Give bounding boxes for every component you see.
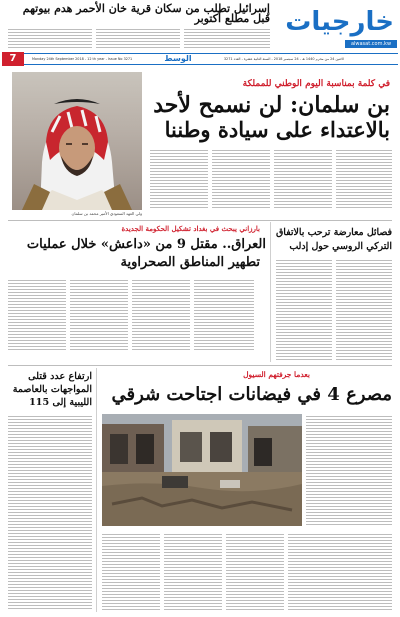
libya-headline-line2: المواجهات بالعاصمة [12, 384, 92, 395]
lead-body-text [150, 148, 208, 210]
flood-scene-illustration [102, 414, 302, 526]
top-story-text [184, 27, 270, 49]
top-story-headline: إسرائيل تطلب من سكان قرية خان الأحمر هدم بيوتهم قبل مطلع أكتوبر [22, 2, 270, 25]
libya-body-text [8, 414, 92, 610]
iraq-body-text [132, 278, 190, 350]
top-story-text [8, 27, 92, 49]
libya-headline-line3: الليبية إلى 115 [29, 397, 92, 408]
idlib-body-text [276, 258, 332, 362]
newspaper-logo: الوسط [164, 54, 192, 63]
idlib-body-text [336, 258, 392, 362]
idlib-headline-line1: فصائل معارضة ترحب بالاتفاق [276, 227, 392, 238]
page-number-value: 7 [9, 53, 17, 64]
lead-body-text [274, 148, 332, 210]
libya-headline-line1: ارتفاع عدد قتلى [28, 371, 92, 382]
tunisia-headline: مصرع 4 في فيضانات اجتاحت شرقي [111, 384, 392, 405]
tunisia-body-text [288, 532, 392, 610]
date-line-arabic: الاثنين 24 من محرم 1440 هـ - 24 سبتمبر 2018 - السنة الثانية عشرة - العدد 3271 [223, 57, 344, 61]
column-rule [270, 222, 271, 362]
top-story-text [96, 27, 180, 49]
photo-caption: ولي العهد السعودي الأمير محمد بن سلمان [71, 211, 142, 216]
iraq-body-text [194, 278, 254, 350]
date-line-english: Monday 24th September 2018 - 12 th year - Issue No 3271 [32, 57, 133, 61]
website-url[interactable] [345, 40, 397, 48]
column-rule [96, 368, 97, 612]
tunisia-body-text [102, 532, 160, 610]
tunisia-photo-caption [306, 414, 392, 526]
tunisia-photo [102, 414, 302, 526]
masthead [0, 0, 400, 68]
lead-kicker: في كلمة بمناسبة اليوم الوطني للمملكة [242, 79, 390, 89]
section-title: خارجيات [285, 7, 394, 37]
lead-photo [12, 72, 142, 210]
lead-body-text [336, 148, 392, 210]
iraq-body-text [8, 278, 66, 350]
page-number [2, 52, 24, 66]
lead-body-text [212, 148, 270, 210]
url-text: alwasat.com.kw [350, 41, 392, 47]
idlib-headline-line2: التركي الروسي حول إدلب [289, 241, 392, 252]
tunisia-kicker: بعدما جرفتهم السيول [243, 370, 310, 379]
iraq-body-text [70, 278, 128, 350]
lead-headline-line1: بن سلمان: لن نسمح لأحد [153, 92, 390, 118]
iraq-headline-line1: العراق.. مقتل 9 من «داعش» خلال عمليات [26, 237, 266, 252]
tunisia-body-text [164, 532, 222, 610]
divider [8, 220, 392, 221]
iraq-headline-line2: تطهير المناطق الصحراوية [120, 255, 260, 270]
divider [8, 365, 392, 366]
iraq-kicker: بارزاني يبحث في بغداد تشكيل الحكومة الجديدة [121, 224, 260, 233]
portrait-illustration [12, 72, 142, 210]
tunisia-body-text [226, 532, 284, 610]
date-bar [8, 53, 398, 65]
lead-headline-line2: بالاعتداء على سيادة وطننا [164, 117, 390, 142]
